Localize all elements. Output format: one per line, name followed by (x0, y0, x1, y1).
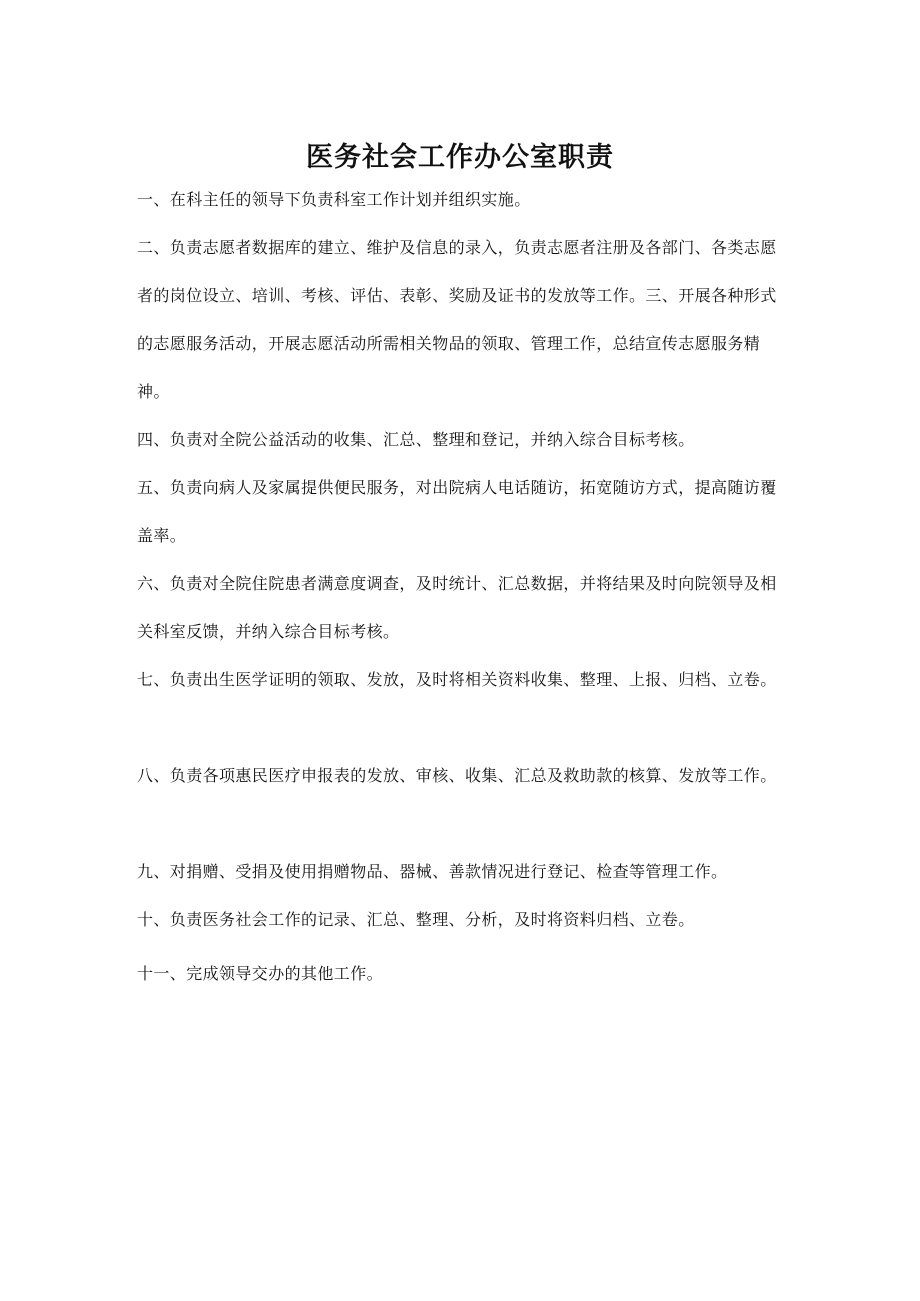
duty-item-7: 七、负责出生医学证明的领取、发放，及时将相关资料收集、整理、上报、归档、立卷。 (137, 670, 777, 689)
duty-item-11: 十一、完成领导交办的其他工作。 (137, 964, 384, 983)
duty-item-9: 九、对捐赠、受捐及使用捐赠物品、器械、善款情况进行登记、检查等管理工作。 (137, 862, 728, 881)
duty-item-8: 八、负责各项惠民医疗申报表的发放、审核、收集、汇总及救助款的核算、发放等工作。 (137, 766, 777, 785)
duty-item-10: 十、负责医务社会工作的记录、汇总、整理、分析，及时将资料归档、立卷。 (137, 910, 695, 929)
duty-item-2: 二、负责志愿者数据库的建立、维护及信息的录入，负责志愿者注册及各部门、各类志愿者的岗位设立、培训、考核、评估、表彰、奖励及证书的发放等工作。三、开展各种形式的志愿服务活动，开展志愿活动所需相关物品的领取、管理工作，总结宣传志愿服务精神。 (137, 238, 777, 401)
duty-item-5: 五、负责向病人及家属提供便民服务，对出院病人电话随访，拓宽随访方式，提高随访覆盖率。 (137, 478, 777, 545)
duty-item-1: 一、在科主任的领导下负责科室工作计划并组织实施。 (137, 190, 531, 209)
duty-item-6: 六、负责对全院住院患者满意度调查，及时统计、汇总数据，并将结果及时向院领导及相关科室反馈，并纳入综合目标考核。 (137, 574, 777, 641)
document-title: 医务社会工作办公室职责 (306, 142, 614, 174)
duty-item-4: 四、负责对全院公益活动的收集、汇总、整理和登记，并纳入综合目标考核。 (137, 430, 695, 449)
